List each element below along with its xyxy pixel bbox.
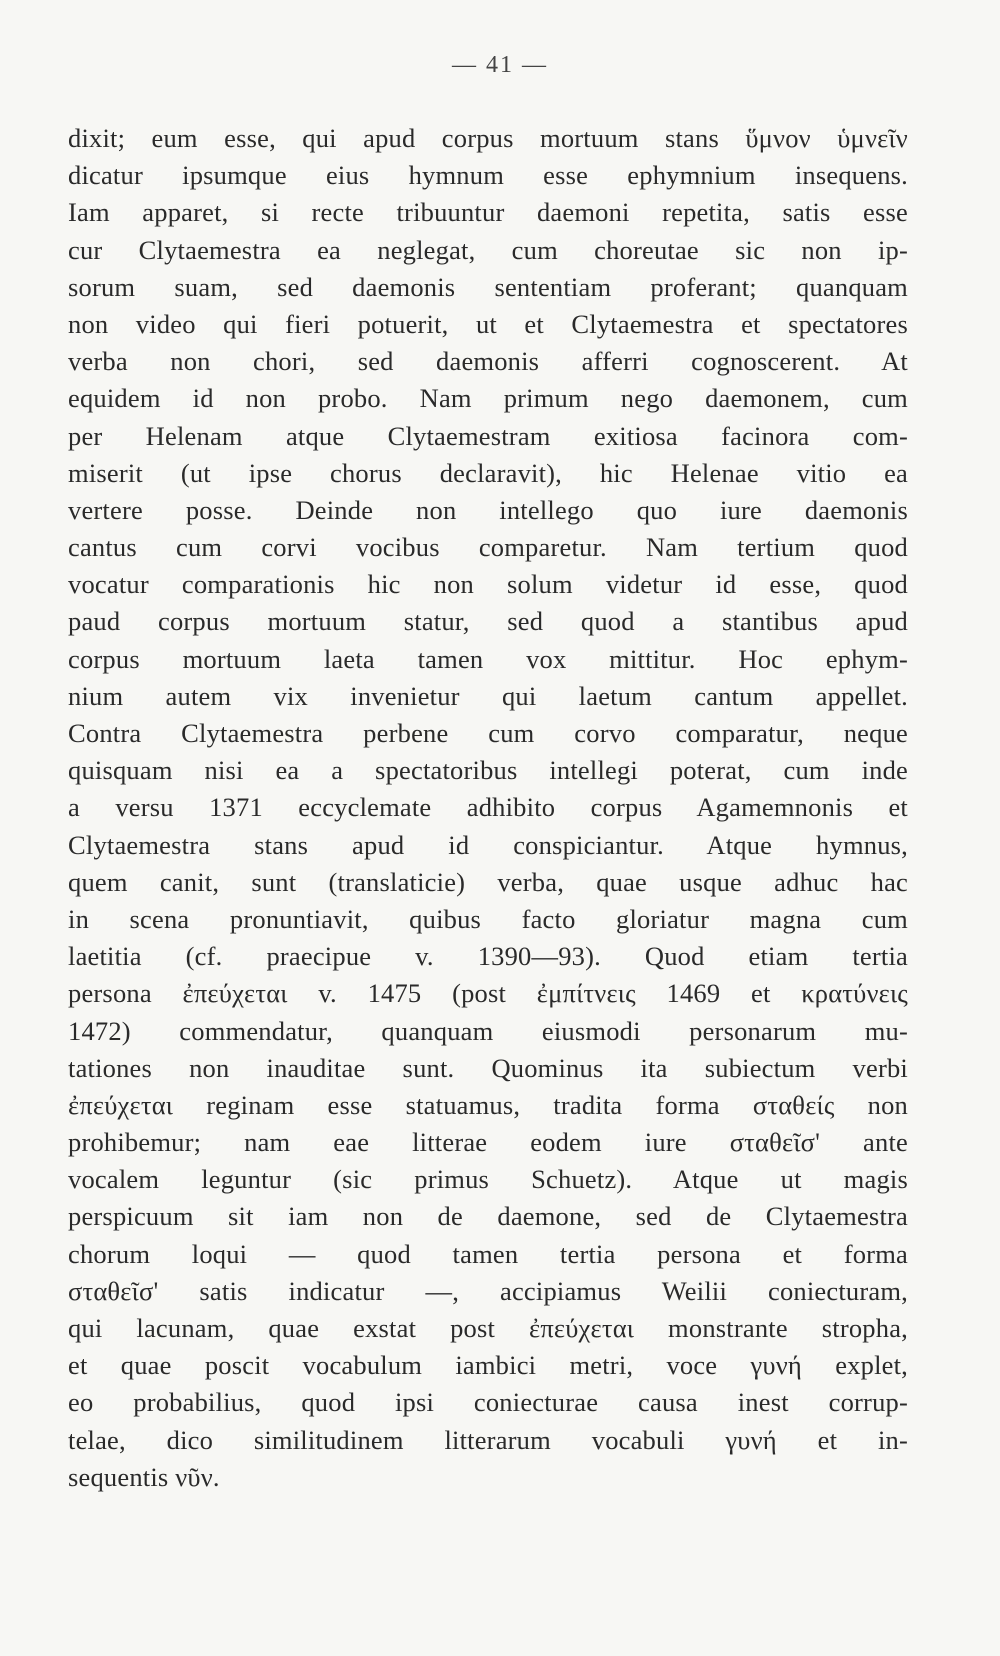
text-line: sequentis νῦν. [68, 1461, 220, 1492]
text-line: corpus mortuum laeta tamen vox mittitur. Hoc ephym- [68, 643, 908, 674]
text-line: cur Clytaemestra ea neglegat, cum choreutae sic non ip- [68, 234, 908, 265]
text-line: nium autem vix invenietur qui laetum cantum appellet. [68, 680, 908, 711]
text-line: verba non chori, sed daemonis afferri cognoscerent. At [68, 346, 908, 377]
text-line: equidem id non probo. Nam primum nego daemonem, cum [68, 383, 908, 414]
text-line: Clytaemestra stans apud id conspiciantur. Atque hymnus, [68, 829, 908, 860]
text-line: vocalem leguntur (sic primus Schuetz). Atque ut magis [68, 1164, 908, 1195]
text-line: perspicuum sit iam non de daemone, sed de Clytaemestra [68, 1201, 908, 1232]
text-line: ἐπεύχεται reginam esse statuamus, tradita forma σταθείς non [68, 1089, 908, 1120]
text-line: a versu 1371 eccyclemate adhibito corpus Agamemnonis et [68, 792, 908, 823]
text-line: qui lacunam, quae exstat post ἐπεύχεται monstrante stropha, [68, 1313, 908, 1343]
text-line: in scena pronuntiavit, quibus facto gloriatur magna cum [68, 903, 908, 934]
text-line: quisquam nisi ea a spectatoribus intellegi poterat, cum inde [68, 755, 908, 786]
text-line: quem canit, sunt (translaticie) verba, quae usque adhuc hac [68, 866, 908, 897]
text-line: laetitia (cf. praecipue v. 1390—93). Quod etiam tertia [68, 941, 908, 972]
text-line: per Helenam atque Clytaemestram exitiosa facinora com- [68, 420, 908, 451]
text-line: non video qui fieri potuerit, ut et Clytaemestra et spectatores [68, 308, 908, 339]
text-line: Contra Clytaemestra perbene cum corvo comparatur, neque [68, 718, 908, 748]
page-number: — 41 — [452, 52, 548, 78]
text-line: vocatur comparationis hic non solum videtur id esse, quod [68, 569, 908, 600]
text-line: et quae poscit vocabulum iambici metri, voce γυνή explet, [68, 1350, 908, 1381]
text-line: tationes non inauditae sunt. Quominus ita subiectum verbi [68, 1052, 908, 1083]
text-line: paud corpus mortuum statur, sed quod a stantibus apud [68, 606, 908, 637]
text-line: eo probabilius, quod ipsi coniecturae causa inest corrup- [68, 1387, 908, 1418]
text-line: chorum loqui — quod tamen tertia persona et forma [68, 1238, 908, 1269]
text-line: dixit; eum esse, qui apud corpus mortuum stans ὕμνον ὑμνεῖν [68, 123, 908, 153]
text-line: prohibemur; nam eae litterae eodem iure σταθεῖσ' ante [68, 1127, 908, 1158]
text-line: dicatur ipsumque eius hymnum esse ephymnium insequens. [68, 160, 908, 191]
text-line: cantus cum corvi vocibus comparetur. Nam tertium quod [68, 532, 908, 563]
text-line: persona ἐπεύχεται v. 1475 (post ἐμπίτνεις 1469 et κρατύνεις [68, 978, 908, 1009]
text-line: miserit (ut ipse chorus declaravit), hic Helenae vitio ea [68, 457, 908, 488]
text-line: telae, dico similitudinem litterarum vocabuli γυνή et in- [68, 1424, 908, 1455]
text-line: sorum suam, sed daemonis sententiam proferant; quanquam [68, 271, 908, 302]
body-text [68, 120, 908, 1496]
text-line: vertere posse. Deinde non intellego quo iure daemonis [68, 494, 908, 525]
text-line: σταθεῖσ' satis indicatur —, accipiamus Weilii coniecturam, [68, 1275, 908, 1306]
text-line: 1472) commendatur, quanquam eiusmodi personarum mu- [68, 1015, 908, 1046]
text-line: Iam apparet, si recte tribuuntur daemoni repetita, satis esse [68, 197, 908, 228]
